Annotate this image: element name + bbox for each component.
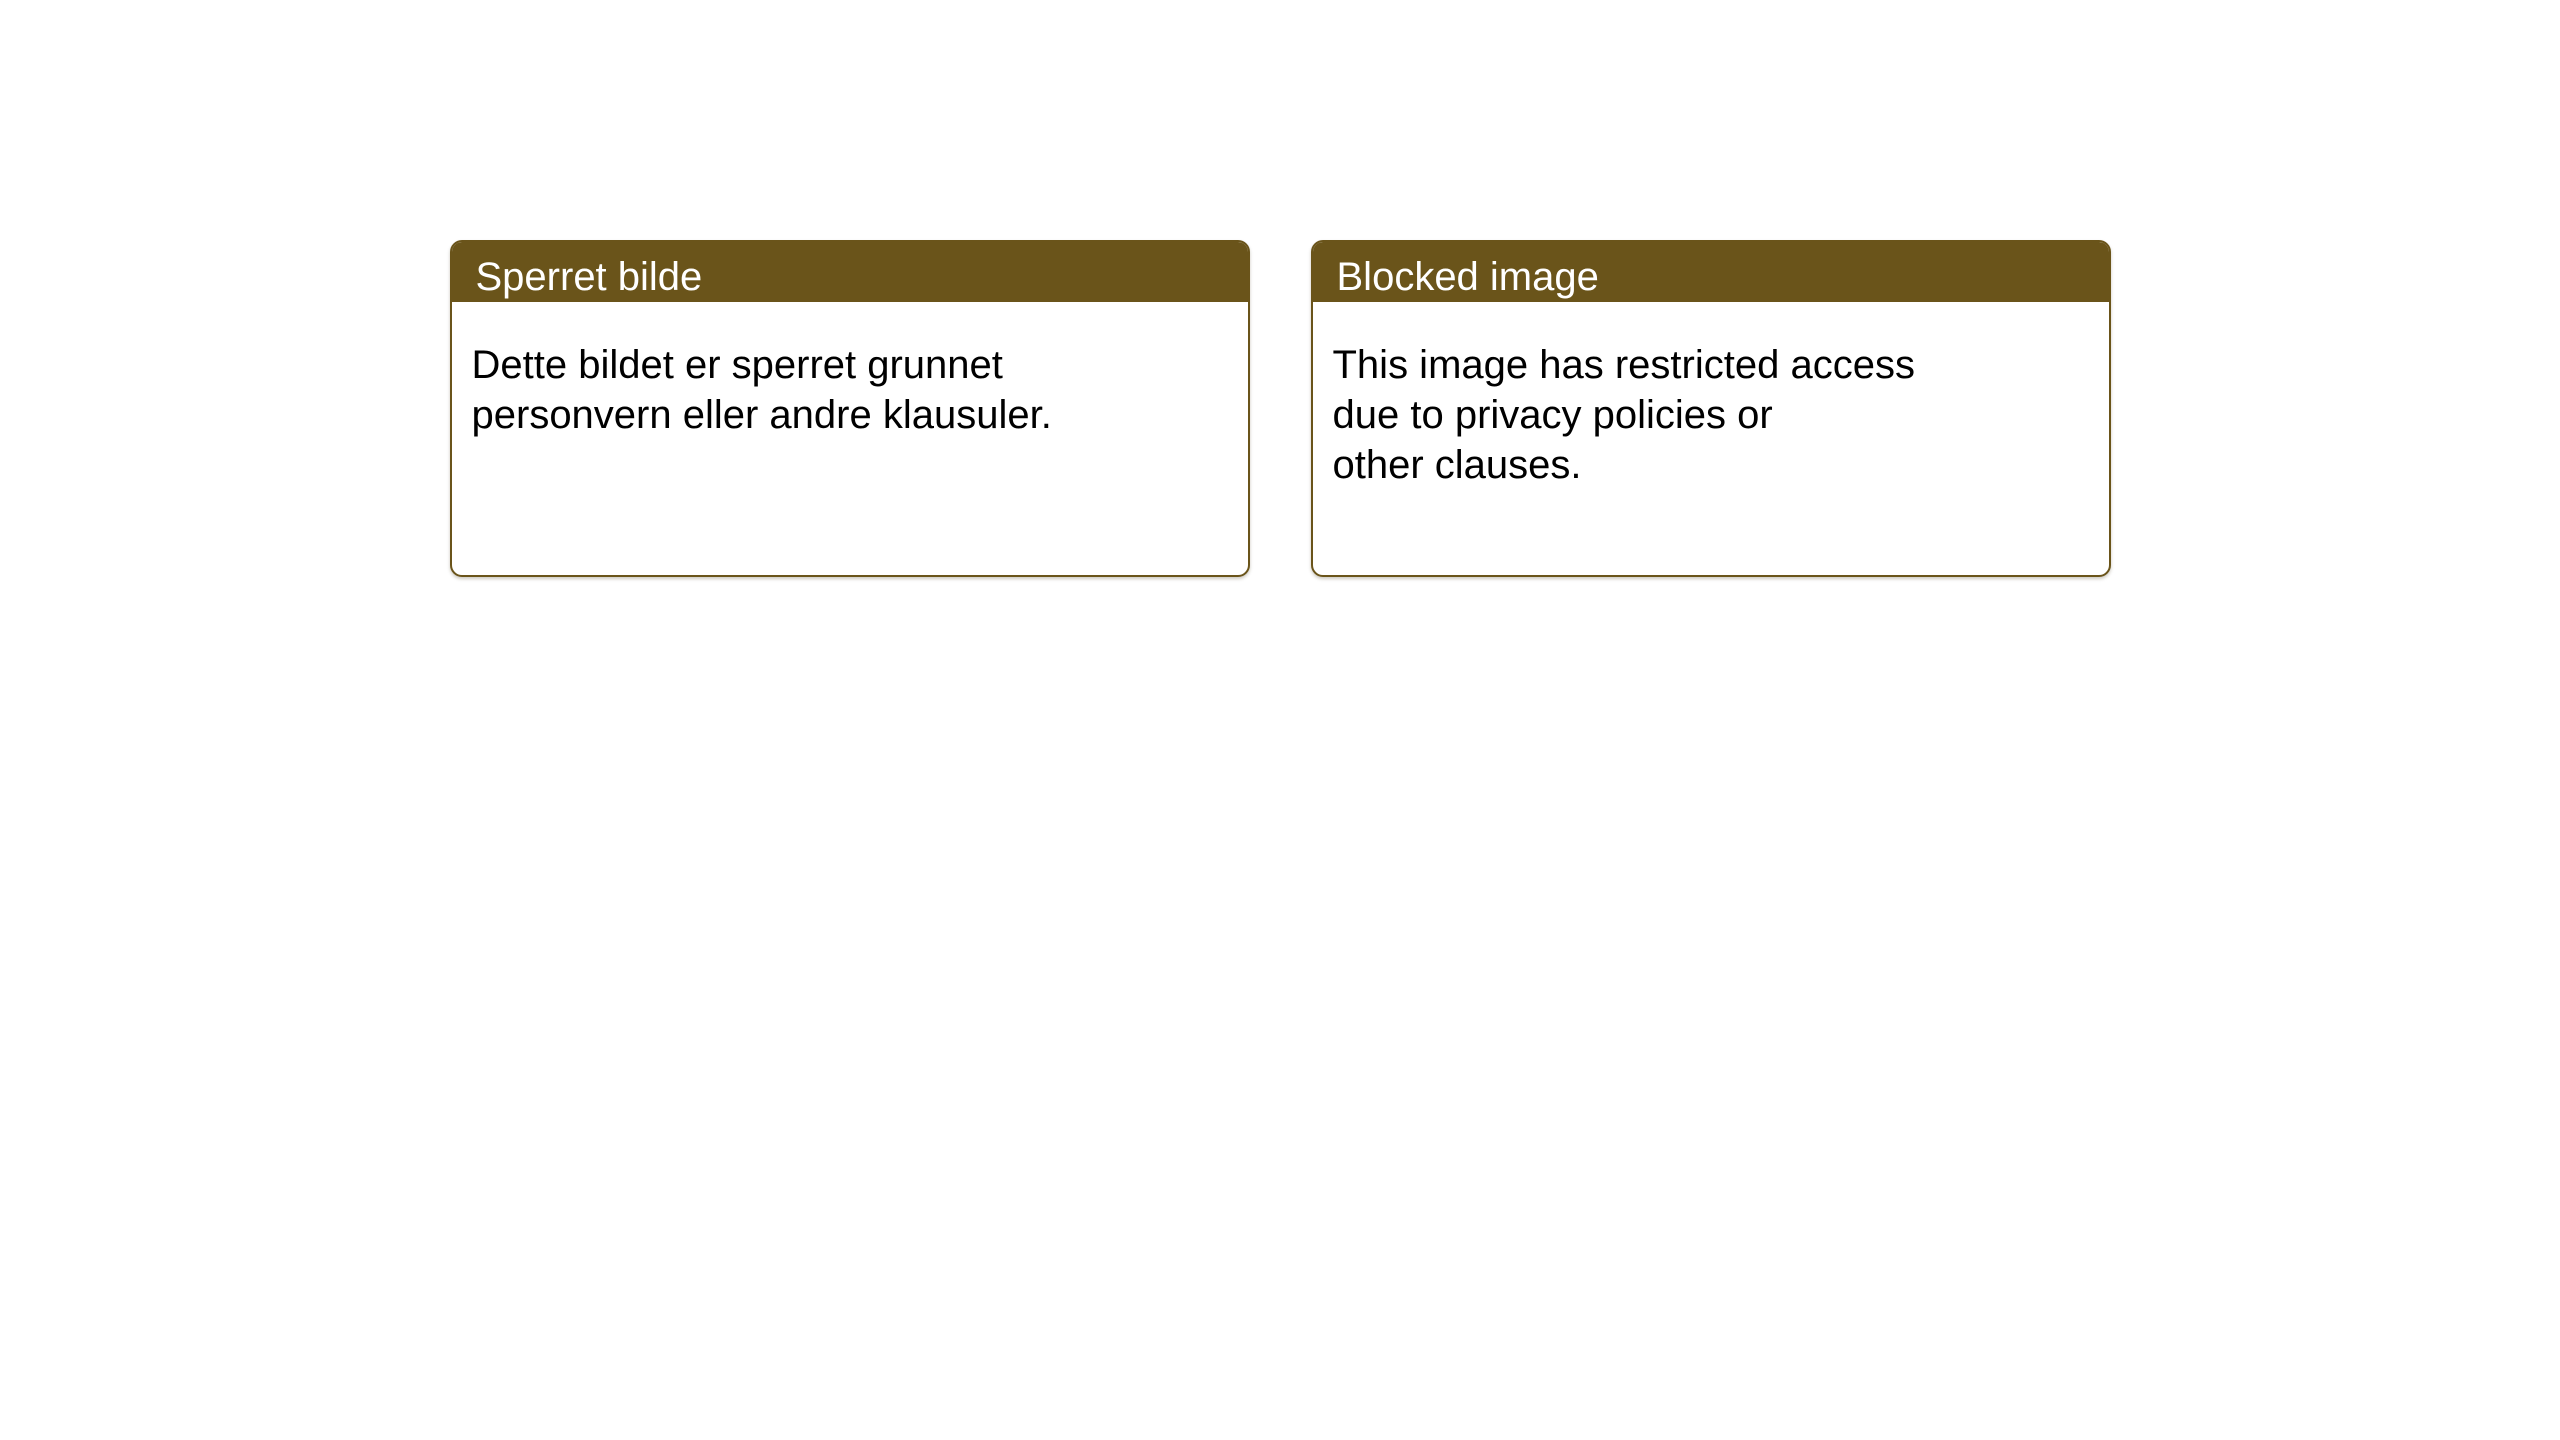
card-body-line: other clauses. (1332, 443, 1582, 487)
card-body-line: personvern eller andre klausuler. (471, 393, 1052, 437)
card-body-line: due to privacy policies or (1332, 393, 1773, 437)
card-title-norwegian: Sperret bilde (475, 255, 703, 299)
card-body-norwegian (452, 302, 1248, 440)
card-title-english: Blocked image (1336, 255, 1599, 299)
card-body-english (1313, 302, 2109, 490)
notice-cards-row (0, 240, 2560, 577)
card-body-line: This image has restricted access (1332, 343, 1915, 387)
blocked-image-card-norwegian (450, 240, 1250, 577)
card-header-norwegian (452, 242, 1248, 302)
card-body-line: Dette bildet er sperret grunnet (471, 343, 1003, 387)
blocked-image-card-english (1311, 240, 2111, 577)
card-header-english (1313, 242, 2109, 302)
